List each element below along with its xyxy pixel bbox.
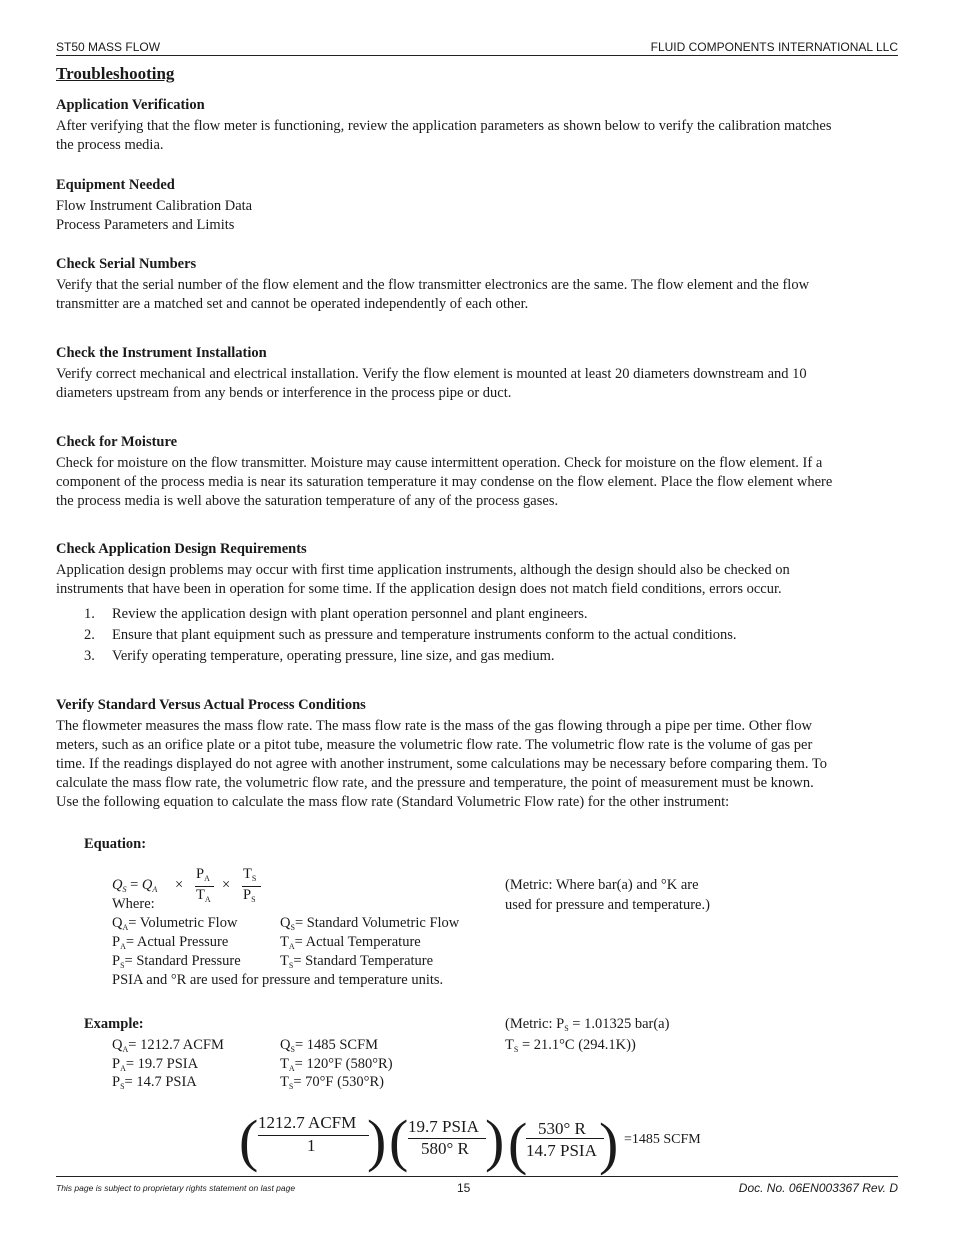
right-paren: ) — [599, 1111, 619, 1176]
q-symbol: Q — [112, 877, 123, 893]
paragraph-serial — [56, 276, 904, 314]
example-value: = 1485 SCFM — [294, 1037, 379, 1053]
subscript: A — [288, 1064, 295, 1073]
text-line: the process media. — [56, 137, 164, 153]
p-symbol: P — [112, 953, 121, 969]
example-pa — [112, 1056, 198, 1073]
subscript: A — [204, 895, 211, 904]
subscript: S — [251, 895, 256, 904]
t-symbol: T — [280, 1074, 289, 1090]
text-line: calculate the mass flow rate, the volumetric flow rate, and the pressure and temperature, the point of measurement must be known. — [56, 775, 814, 791]
text-line: diameters upstream from any bends or interference in the process pipe or duct. — [56, 385, 512, 401]
subscript: A — [120, 942, 126, 951]
text-line: The flowmeter measures the mass flow rate. The mass flow rate is the mass of the gas flowing through a pipe per time. Other flow — [56, 718, 812, 734]
subscript: A — [120, 1064, 126, 1073]
subscript: S — [513, 1045, 519, 1054]
definition-qs — [280, 915, 459, 932]
subscript: S — [122, 885, 127, 894]
text-line: Flow Instrument Calibration Data — [56, 198, 253, 214]
calc-fraction2-numerator: 19.7 PSIA — [408, 1117, 479, 1136]
paragraph-application-verification — [56, 117, 904, 155]
fraction-denominator — [196, 887, 211, 904]
definition-ta — [280, 934, 421, 951]
where-label: Where: — [112, 896, 155, 912]
example-value: = 14.7 PSIA — [124, 1074, 197, 1090]
metric-text: T — [505, 1037, 514, 1053]
fraction-numerator — [196, 866, 210, 883]
text-line: the process media is well above the saturation temperature of any of the process gases. — [56, 493, 559, 509]
q-symbol: Q — [112, 1037, 123, 1053]
text-line: transmitter are a matched set and cannot be operated independently of each other. — [56, 296, 529, 312]
heading-check-moisture: Check for Moisture — [56, 434, 178, 450]
t-symbol: T — [280, 953, 289, 969]
text-line: meters, such as an orifice plate or a pitot tube, measure the volumetric flow rate. The volumetric flow rate is the volume of gas per — [56, 737, 813, 753]
p-symbol: P — [243, 887, 252, 903]
definition-text: = Actual Pressure — [125, 934, 229, 950]
subscript: A — [204, 874, 210, 883]
heading-application-verification: Application Verification — [56, 97, 205, 113]
example-value: = 70°F (530°R) — [293, 1074, 384, 1090]
list-item: Review the application design with plant operation personnel and plant engineers. — [112, 606, 588, 622]
right-paren: ) — [485, 1108, 505, 1173]
heading-check-design: Check Application Design Requirements — [56, 541, 307, 557]
footer-proprietary-note: This page is subject to proprietary rights statement on last page — [56, 1183, 296, 1193]
subscript: S — [120, 1082, 125, 1091]
example-value: = 19.7 PSIA — [125, 1056, 199, 1072]
subscript: S — [120, 961, 125, 970]
paragraph-moisture — [56, 454, 904, 511]
equation-label: Equation: — [84, 836, 147, 852]
definition-text: = Standard Volumetric Flow — [294, 915, 460, 931]
footer-rule — [56, 1176, 898, 1177]
p-symbol: P — [196, 866, 205, 882]
definition-ps — [112, 953, 241, 970]
list-item: Ensure that plant equipment such as pressure and temperature instruments conform to the actual conditions. — [112, 627, 737, 643]
t-symbol: T — [280, 1056, 289, 1072]
definition-text: = Actual Temperature — [294, 934, 421, 950]
calc-fraction1-denominator: 1 — [307, 1136, 316, 1155]
metric-text: (Metric: P — [505, 1016, 565, 1032]
subscript: A — [152, 885, 158, 894]
q-symbol: Q — [141, 877, 153, 893]
example-ps — [112, 1074, 197, 1091]
t-symbol: T — [243, 866, 252, 882]
example-qs — [280, 1037, 378, 1054]
example-metric-pressure — [505, 1016, 669, 1033]
example-value: = 1212.7 ACFM — [128, 1037, 224, 1053]
heading-equipment-needed: Equipment Needed — [56, 177, 175, 193]
header-rule — [56, 55, 898, 56]
fraction-numerator — [243, 866, 256, 883]
heading-check-installation: Check the Instrument Installation — [56, 345, 267, 361]
metric-text: = 21.1°C (294.1K)) — [518, 1037, 636, 1053]
definition-ts — [280, 953, 433, 970]
page-number: 15 — [457, 1181, 471, 1195]
p-symbol: P — [112, 1056, 121, 1072]
text-line: time. If the readings displayed do not agree with another instrument, some calculations may be necessary before comparing them. To — [56, 756, 828, 772]
header-right: FLUID COMPONENTS INTERNATIONAL LLC — [650, 40, 898, 54]
times-sign: × — [222, 877, 231, 893]
paragraph-installation — [56, 365, 904, 403]
definition-text: = Standard Pressure — [124, 953, 241, 969]
definition-text: = Standard Temperature — [293, 953, 434, 969]
subscript: S — [288, 961, 294, 970]
subscript: A — [288, 942, 295, 951]
q-symbol: Q — [112, 915, 123, 931]
metric-note-line1: (Metric: Where bar(a) and °K are — [505, 877, 699, 893]
heading-check-serial-numbers: Check Serial Numbers — [56, 256, 197, 272]
definition-qa — [112, 915, 237, 932]
subscript: S — [564, 1024, 569, 1033]
text-line: Verify correct mechanical and electrical installation. Verify the flow element is mounted at least 20 diameters downstream and 10 — [56, 366, 807, 382]
calc-fraction1-numerator: 1212.7 ACFM — [258, 1113, 357, 1132]
text-line: Check for moisture on the flow transmitter. Moisture may cause intermittent operation. Check for moisture on the flow element. If a — [56, 455, 823, 471]
t-symbol: T — [280, 934, 289, 950]
metric-note-line2: used for pressure and temperature.) — [505, 897, 710, 913]
p-symbol: P — [112, 1074, 121, 1090]
text-line: Process Parameters and Limits — [56, 217, 235, 233]
example-metric-temperature — [505, 1037, 636, 1054]
fraction-bar — [526, 1138, 604, 1139]
text-line: component of the process media is near its saturation temperature it may condense on the flow element. Place the flow element where — [56, 474, 833, 490]
left-paren: ( — [508, 1111, 528, 1176]
list-number: 3. — [84, 648, 95, 664]
text-line: Use the following equation to calculate the mass flow rate (Standard Volumetric Flow rate) for the other instrument: — [56, 794, 730, 810]
subscript: A — [122, 923, 129, 932]
subscript: S — [290, 923, 295, 932]
example-label: Example: — [84, 1016, 144, 1032]
times-sign: × — [175, 877, 184, 893]
text-line: After verifying that the flow meter is functioning, review the application parameters as shown below to verify the calibration matches — [56, 118, 832, 134]
example-ts — [280, 1074, 384, 1091]
left-paren: ( — [239, 1108, 259, 1173]
calc-fraction3-numerator: 530° R — [538, 1119, 586, 1138]
text-line: instruments that have been in operation for some time. If the application design does not match field conditions, errors occur. — [56, 581, 782, 597]
example-value: = 120°F (580°R) — [294, 1056, 393, 1072]
page-title: Troubleshooting — [56, 64, 175, 83]
t-symbol: T — [196, 887, 205, 903]
definition-pa — [112, 934, 228, 951]
q-symbol: Q — [280, 915, 291, 931]
calc-result: =1485 SCFM — [624, 1132, 701, 1147]
list-number: 2. — [84, 627, 95, 643]
left-paren: ( — [389, 1108, 409, 1173]
example-qa — [112, 1037, 224, 1054]
header-left: ST50 MASS FLOW — [56, 40, 161, 54]
list-item: Verify operating temperature, operating pressure, line size, and gas medium. — [112, 648, 555, 664]
doc-number: Doc. No. 06EN003367 Rev. D — [738, 1181, 898, 1195]
text-line: Verify that the serial number of the flow element and the flow transmitter electronics are the same. The flow element and the flow — [56, 277, 810, 293]
subscript: S — [288, 1082, 294, 1091]
right-paren: ) — [367, 1108, 387, 1173]
q-symbol: Q — [280, 1037, 291, 1053]
calc-fraction3-denominator: 14.7 PSIA — [526, 1141, 597, 1160]
fraction-denominator — [243, 887, 256, 904]
paragraph-verify — [56, 717, 904, 812]
subscript: S — [290, 1045, 295, 1054]
metric-text: = 1.01325 bar(a) — [568, 1016, 670, 1032]
example-ta — [280, 1056, 393, 1073]
paragraph-design — [56, 561, 904, 599]
heading-verify-standard: Verify Standard Versus Actual Process Conditions — [56, 697, 366, 713]
paragraph-equipment — [56, 197, 904, 235]
definition-text: = Volumetric Flow — [128, 915, 238, 931]
text-line: Application design problems may occur with first time application instruments, although the design should also be checked on — [56, 562, 790, 578]
calc-fraction2-denominator: 580° R — [421, 1139, 469, 1158]
equals-sign: = — [130, 877, 139, 893]
equation-formula — [112, 877, 157, 894]
p-symbol: P — [112, 934, 121, 950]
subscript: S — [251, 874, 257, 883]
subscript: A — [122, 1045, 129, 1054]
units-note: PSIA and °R are used for pressure and temperature units. — [112, 972, 444, 988]
list-number: 1. — [84, 606, 95, 622]
